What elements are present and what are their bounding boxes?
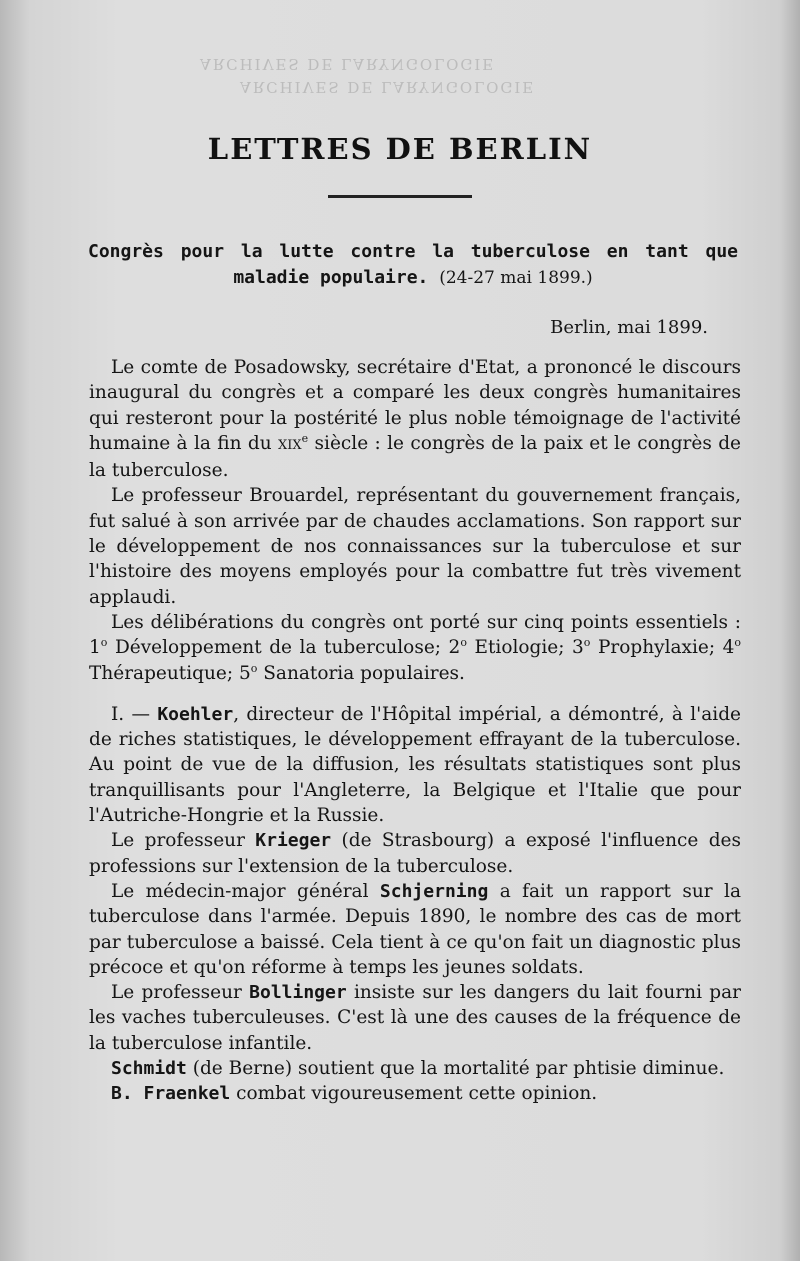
person-name: Schjerning: [379, 880, 489, 902]
paragraph: [89, 702, 741, 828]
paragraph-text: insiste sur les dangers du lait fourni par les vaches tuberculeuses. C'est là une des causes de la fréquence de la tuberculose infantile.: [89, 982, 741, 1054]
paragraph-text: (de Strasbourg) a exposé l'influence des professions sur l'extension de la tuberculose.: [89, 830, 741, 877]
paragraph-text: (de Berne) soutient que la mortalité par phtisie diminue.: [186, 1058, 725, 1080]
paragraph: [89, 1081, 741, 1106]
paragraph: [89, 879, 741, 980]
person-name: Koehler: [157, 703, 234, 725]
paragraph-text: Le médecin-major général: [111, 880, 380, 902]
paragraph-text: Le comte de Posadowsky, secrétaire d'Etat, a prononcé le discours inaugural du congrès et a comparé les deux congrès humanitaires qui resteront pour la postérité le plus noble témoignage de l'activité humaine à la fin du: [89, 357, 741, 454]
superscript: o: [460, 636, 467, 650]
paragraph-text: Sanatoria populaires.: [257, 662, 465, 684]
place-date: Berlin, mai 1899.: [550, 317, 708, 338]
paragraph-text: Les délibérations du congrès ont porté sur cinq points essentiels : 1: [89, 611, 741, 659]
paragraph: [89, 980, 741, 1056]
superscript: o: [734, 636, 741, 650]
paragraph-text: siècle : le congrès de la paix et le congrès de la tuberculose.: [89, 432, 741, 482]
heading-dates: (24-27 mai 1899.): [439, 268, 593, 288]
paragraph: [89, 828, 741, 879]
paragraph-text: Etiologie; 3: [466, 637, 584, 659]
century-numeral: XIX: [278, 437, 302, 453]
bleed-through-text: ARCHIVES DE LARYNGOLOGIE: [200, 55, 496, 73]
person-name: Bollinger: [249, 982, 347, 1004]
paragraph-text: Prophylaxie; 4: [590, 637, 735, 659]
section-number: I. —: [111, 703, 158, 725]
paragraph-text: a fait un rapport sur la tuberculose dans l'armée. Depuis 1890, le nombre des cas de mort par tuberculose a baissé. Cela tient à ce qu'on fait un diagnostic plus précoce et qu'on réforme à temps les jeunes soldats.: [89, 880, 741, 978]
paragraph-text: combat vigoureusement cette opinion.: [230, 1083, 598, 1105]
article-body: [89, 355, 741, 1107]
person-name: Schmidt: [111, 1058, 187, 1080]
superscript: o: [583, 636, 591, 650]
paragraph: Le professeur Brouardel, représentant du gouvernement français, fut salué à son arrivée par de chaudes acclamations. Son rapport sur le développement de nos connaissances sur la tuberculose et sur l'histoire des moyens employés pour la combattre fut très vivement applaudi.: [89, 485, 741, 608]
title-rule: [328, 195, 472, 198]
superscript: o: [250, 661, 258, 675]
paragraph-text: Développement de la tuberculose; 2: [107, 637, 461, 659]
paragraph-text: , directeur de l'Hôpital impérial, a démontré, à l'aide de riches statistiques, le développement effrayant de la tuberculose. Au point de vue de la diffusion, les résultats statistiques sont plus tranquillisants pour l'Angleterre, la Belgique et l'Italie que pour l'Autriche-Hongrie et la Russie.: [89, 703, 741, 827]
section-heading: [88, 239, 738, 291]
paragraph: [89, 355, 741, 483]
paragraph-text: Le professeur: [111, 830, 256, 852]
bleed-through-text: ARCHIVES DE LARYNGOLOGIE: [240, 78, 536, 96]
superscript: o: [100, 636, 108, 650]
paragraph: [89, 610, 741, 686]
paragraph-text: Thérapeutique; 5: [89, 662, 251, 684]
paragraph-text: Le professeur: [111, 982, 250, 1004]
person-name: Krieger: [255, 830, 332, 852]
person-name: B. Fraenkel: [111, 1083, 231, 1105]
superscript: e: [301, 431, 309, 445]
page-title: LETTRES DE BERLIN: [207, 132, 593, 166]
paragraph: [89, 1056, 741, 1081]
heading-bold: Congrès pour la lutte contre la tuberculose en tant que maladie populaire.: [88, 241, 738, 288]
